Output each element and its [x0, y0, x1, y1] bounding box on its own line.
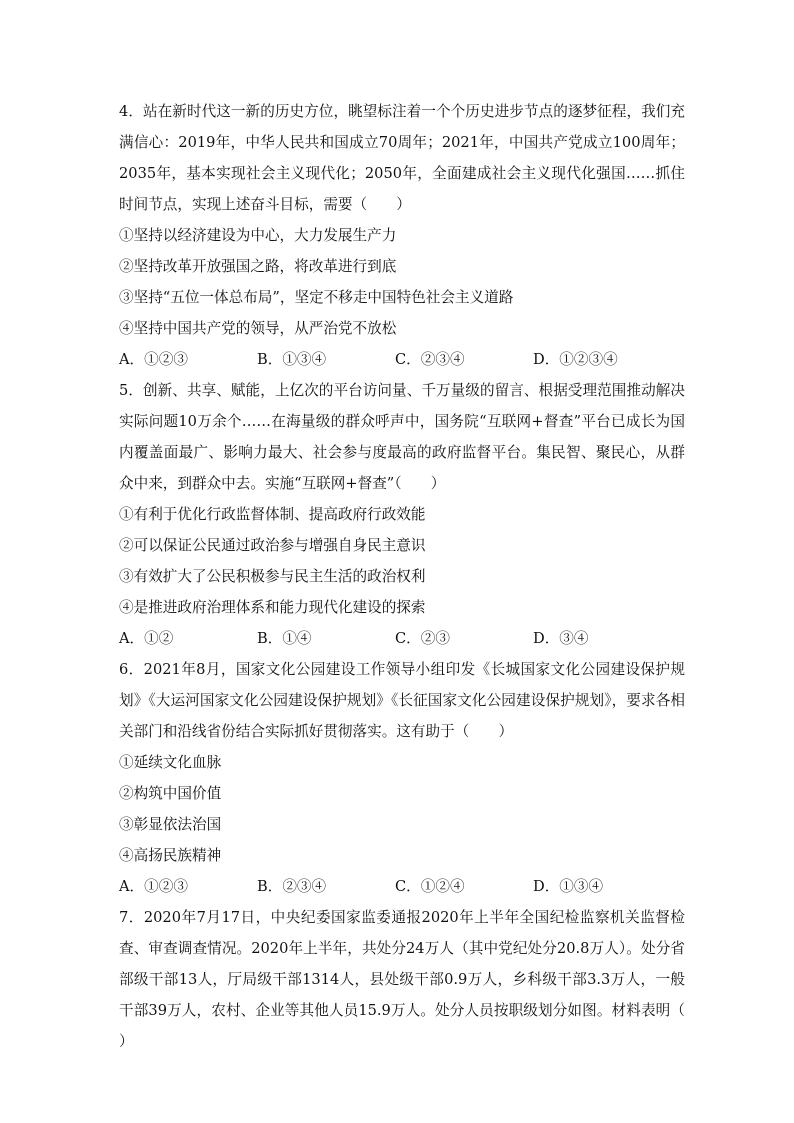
answer-choices: [119, 344, 685, 375]
choice-c: C．①②④: [395, 878, 465, 895]
statement-option: ①坚持以经济建设为中心，大力发展生产力: [119, 227, 397, 244]
choice-b: B．①③④: [257, 351, 327, 368]
statement-option: ④坚持中国共产党的领导，从严治党不放松: [119, 320, 397, 337]
choice-c: C．②③④: [395, 351, 465, 368]
choice-a: A．①②③: [119, 351, 188, 368]
question-stem: 5．创新、共享、赋能，上亿次的平台访问量、千万量级的留言、根据受理范围推动解决实际问题10万余个……在海量级的群众呼声中，国务院“互联网+督查”平台已成长为国内覆盖面最广、影响力最大、社会参与度最高的政府监督平台。集民智、聚民心，从群众中来，到群众中去。实施“互联网+督查”（ ）: [119, 382, 685, 492]
statement-option: ②可以保证公民通过政治参与增强自身民主意识: [119, 537, 426, 554]
statement-option: ④是推进政府治理体系和能力现代化建设的探索: [119, 599, 426, 616]
statement-option: ③彰显依法治国: [119, 816, 222, 833]
choice-a: A．①②③: [119, 878, 188, 895]
choice-d: D．①③④: [533, 878, 604, 895]
question-stem: 4．站在新时代这一新的历史方位，眺望标注着一个个历史进步节点的逐梦征程，我们充满信心：2019年，中华人民共和国成立70周年；2021年，中国共产党成立100周年；2035年，基本实现社会主义现代化；2050年，全面建成社会主义现代化强国……抓住时间节点，实现上述奋斗目标，需要（ ）: [119, 103, 685, 213]
statement-option: ③坚持“五位一体总布局”，坚定不移走中国特色社会主义道路: [119, 289, 514, 306]
choice-d: D．①②③④: [533, 351, 618, 368]
answer-choices: [119, 871, 685, 902]
question-7: [119, 902, 715, 1057]
question-4: [119, 96, 685, 375]
choice-b: B．②③④: [257, 878, 327, 895]
choice-b: B．①④: [257, 630, 312, 647]
statement-option: ②坚持改革开放强国之路，将改革进行到底: [119, 258, 397, 275]
statement-option: ①有利于优化行政监督体制、提高政府行政效能: [119, 506, 426, 523]
question-stem: 7．2020年7月17日，中央纪委国家监委通报2020年上半年全国纪检监察机关监督检查、审查调查情况。2020年上半年，共处分24万人（其中党纪处分20.8万人）。处分省部级干部13人，厅局级干部1314人，县处级干部0.9万人，乡科级干部3.3万人，一般干部39万人，农村、企业等其他人员15.9万人。处分人员按职级划分如图。材料表明（ ）: [119, 909, 715, 1050]
statement-option: ④高扬民族精神: [119, 847, 222, 864]
choice-c: C．②③: [395, 630, 450, 647]
question-6: [119, 654, 685, 902]
question-5: [119, 375, 685, 654]
choice-a: A．①②: [119, 630, 174, 647]
statement-option: ③有效扩大了公民积极参与民主生活的政治权利: [119, 568, 426, 585]
question-stem: 6．2021年8月，国家文化公园建设工作领导小组印发《长城国家文化公园建设保护规划》《大运河国家文化公园建设保护规划》《长征国家文化公园建设保护规划》，要求各相关部门和沿线省份结合实际抓好贯彻落实。这有助于（ ）: [119, 661, 685, 740]
statement-option: ①延续文化血脉: [119, 754, 222, 771]
exam-page: [119, 96, 715, 1057]
statement-option: ②构筑中国价值: [119, 785, 222, 802]
answer-choices: [119, 623, 685, 654]
choice-d: D．③④: [533, 630, 589, 647]
